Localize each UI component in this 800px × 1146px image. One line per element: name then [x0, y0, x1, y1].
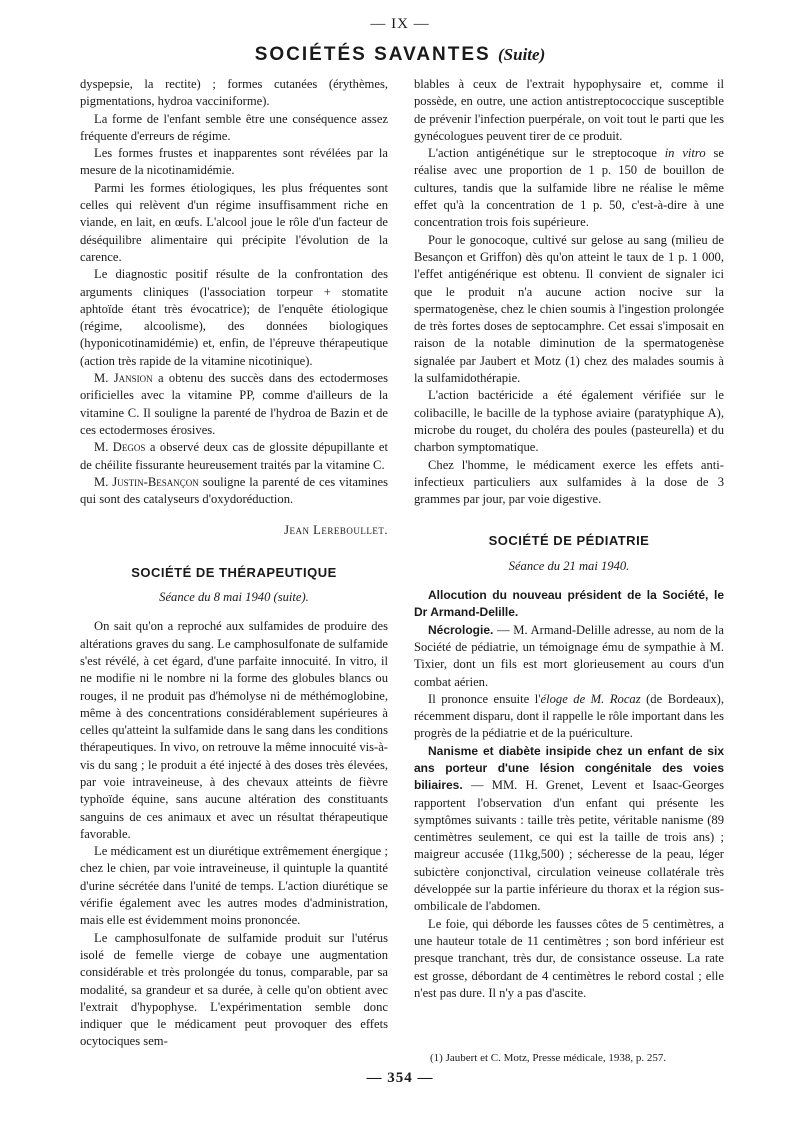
page-number: — 354 — — [366, 1070, 434, 1086]
section-heading-pediatrie: SOCIÉTÉ DE PÉDIATRIE — [488, 533, 650, 549]
paragraph: L'action antigénétique sur le streptocoque in vitro se réalise avec une proportion de 1 p. 150 de bouillon de cultures, tandis que la sulfamide libre ne réalise le même effet qu'à la concentration de 1 p. 50, c'est-à-dire à une concentration trois fois supérieure. — [414, 146, 725, 230]
footnote: (1) Jaubert et C. Motz, Presse médicale, 1938, p. 257. — [430, 1052, 667, 1064]
speaker-name: M. Degos — [94, 440, 146, 455]
paragraph: Les formes frustes et inapparentes sont révélées par la mesure de la nicotinamidémie. — [80, 146, 388, 178]
paragraph: Chez l'homme, le médicament exerce les effets anti-infectieux particuliers aux sulfamides à la dose de 3 grammes par jour, par voie digestive. — [414, 457, 724, 507]
speaker-name: M. Justin-Besançon — [94, 474, 199, 489]
communication-title: Nanisme et diabète insipide chez un enfant de six ans porteur d'une lésion congénitale des voies biliaires. — [414, 743, 724, 793]
paragraph: Il prononce ensuite l'éloge de M. Rocaz (de Bordeaux), récemment disparu, dont il rappelle le rôle important dans les progrès de la pédiatrie et de la puériculture. — [414, 691, 725, 741]
paragraph: Le foie, qui déborde les fausses côtes de 5 centimètres, a une hauteur totale de 11 centimètres ; son bord inférieur est presque tranchant, très dur, de consistance osseuse. La rate est grosse, débordant de 4 centimètres le rebord costal ; elle n'est pas dure. Il n'y a pas d'ascite. — [414, 916, 724, 1000]
paragraph: Le médicament est un diurétique extrêmement énergique ; chez le chien, par voie intraveineuse, il quintuple la quantité d'urine sécrétée dans l'unité de temps. L'action diurétique se vérifie également avec les autres modes d'administration, mais elle est évidemment moins prononcée. — [80, 844, 388, 928]
paragraph: On sait qu'on a reproché aux sulfamides de produire des altérations graves du sang. Le camphosulfonate de sulfamide s'est révélé, à cet égard, d'une parfaite innocuité. In vitro, il ne modifie ni le nombre ni la forme des globules blancs ou rouges, il ne produit pas d'hémolyse ni de méthémoglobine, même à des concentrations considérablement supérieures à celles qu'atteint la sulfamide dans le sang dans les conditions thérapeutiques. In vivo, on retrouve la même innocuité vis-à-vis du sang ; le produit a été injecté à des doses très élevées, par voie intraveineuse, à des chevaux atteints de fièvre typhoïde équine, sans aucune altération des constituants sanguins de ces animaux et avec un résultat thérapeutique favorable. — [80, 619, 388, 841]
paragraph: M. Degos a observé deux cas de glossite dépupillante et de chéilite fissurante heureusement traités par la vitamine C. — [80, 440, 388, 472]
paragraph: Le camphosulfonate de sulfamide produit sur l'utérus isolé de femelle vierge de cobaye une augmentation considérable et très prolongée du tonus, comparable, par sa modalité, sa grandeur et sa durée, à celle qu'on obtient avec l'extrait d'hypophyse. L'expérimentation semble donc indiquer que le médicament peut provoquer des effets ocytociques sem- — [80, 930, 388, 1049]
paragraph: Le diagnostic positif résulte de la confrontation des arguments cliniques (l'association torpeur + stomatite aphtoïde étant très évocatrice); de l'enquête étiologique (régime, alcoolisme), des données biologiques (hyponicotinamidémie) et, enfin, de l'épreuve thérapeutique (action très rapide de la vitamine nicotinique). — [80, 267, 388, 368]
masthead-title: SOCIÉTÉS SAVANTES — [254, 44, 491, 65]
left-column — [80, 76, 388, 1051]
seance-date: Séance du 21 mai 1940. — [508, 558, 630, 573]
section-heading-therapeutique: SOCIÉTÉ DE THÉRAPEUTIQUE — [131, 564, 337, 580]
page-roman-numeral: — IX — — [370, 16, 430, 32]
paragraph: Pour le gonocoque, cultivé sur gelose au sang (milieu de Besançon et Griffon) dès qu'on atteint le taux de 1 p. 1 000, l'effet antigénérique est obtenu. Il convient de signaler ici que le produit n'a aucune action nocive sur la spermatogenèse, chez le chien soumis à l'ingestion prolongée de très fortes doses de septocamphre. Cet essai s'imposait en raison de la notable diminution de la spermatogenèse signalée par Jaubert et Motz (1) chez des malades soumis à la sulfamidothérapie. — [414, 232, 724, 386]
paragraph: M. Jansion a obtenu des succès dans des ectodermoses orificielles avec la vitamine PP, comme d'ailleurs de la vitamine C. Il souligne la parenté de l'hydroa de Bazin et de ces ectodermoses érosives. — [80, 371, 388, 437]
communication-title: Nécrologie. — [428, 622, 494, 637]
paragraph: Parmi les formes étiologiques, les plus fréquentes sont celles qui relèvent d'un régime insuffisamment riche en viande, en lait, en œufs. L'alcool joue le rôle d'un facteur de déséquilibre alimentaire qui précipite l'évolution de la carence. — [80, 180, 388, 264]
masthead-suite: (Suite) — [498, 45, 546, 64]
paragraph: L'action bactéricide a été également vérifiée sur le colibacille, le bacille de la typhose aviaire (paratyphique A), microbe du rouget, du choléra des poules (pasteurella) et du charbon symptomatique. — [414, 388, 724, 455]
masthead — [0, 44, 800, 66]
speaker-name: M. Jansion — [94, 371, 153, 386]
paragraph: Nanisme et diabète insipide chez un enfant de six ans porteur d'une lésion congénitale des voies biliaires. — MM. H. Grenet, Levent et Isaac-Georges rapportent l'observation d'un enfant qui présente les symptômes suivants : taille très petite, véritable nanisme (89 centimètres seulement, ce qui est la taille de trois ans) ; maigreur accusée (11kg,500) ; sécheresse de la peau, léger subictère conjonctival, circulation veineuse collatérale très développée sur la partie inférieure du thorax et la région sus-ombilicale de l'abdomen. — [414, 743, 724, 914]
paragraph: dyspepsie, la rectite) ; formes cutanées (érythèmes, pigmentations, hydroa vacciniforme). — [80, 77, 388, 109]
signature: Jean Lereboullet. — [284, 523, 388, 538]
right-column — [414, 76, 724, 1002]
paragraph: La forme de l'enfant semble être une conséquence assez fréquente d'erreurs de régime. — [80, 111, 388, 143]
paragraph: Nécrologie. — M. Armand-Delille adresse, au nom de la Société de pédiatrie, un témoignage ému de sympathie à M. Tixier, dont un fils est mort glorieusement au cours d'un combat aérien. — [414, 622, 724, 689]
communication-title: Allocution du nouveau président de la Société, le Dr Armand-Delille. — [414, 588, 724, 620]
seance-date: Séance du 8 mai 1940 (suite). — [159, 590, 309, 605]
paragraph: blables à ceux de l'extrait hypophysaire et, comme il possède, en outre, une action antistreptococcique susceptible de prévenir l'infection puerpérale, on voit tout le parti que les gynécologues peuvent tirer de ce produit. — [414, 77, 724, 143]
paragraph: M. Justin-Besançon souligne la parenté de ces vitamines qui sont des catalyseurs d'oxydoréduction. — [80, 474, 388, 507]
